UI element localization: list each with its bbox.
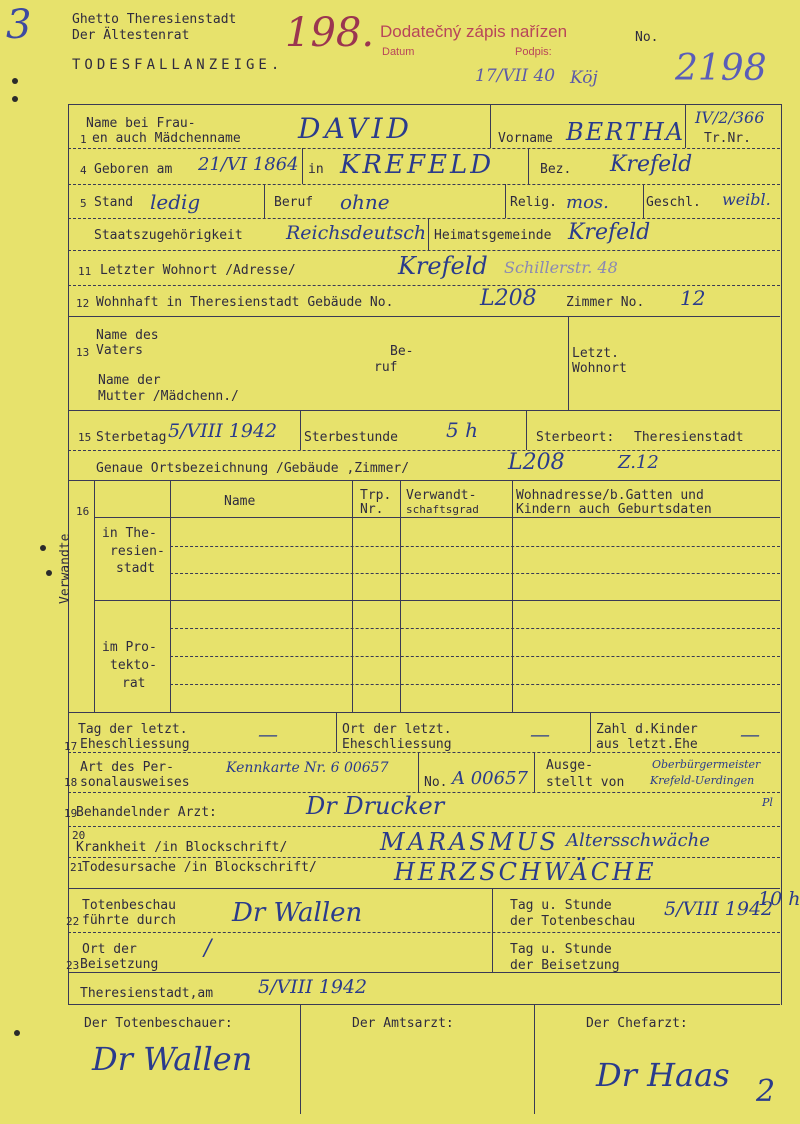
marriage-date-label-1: Tag der letzt. xyxy=(78,722,188,737)
physician-value: Dr Drucker xyxy=(306,792,445,820)
issued-by-value-2: Krefeld-Uerdingen xyxy=(650,774,755,787)
relatives-in-theresienstadt-1: in The- xyxy=(102,526,157,541)
physician-label: Behandelnder Arzt: xyxy=(76,805,217,820)
marriage-date-value: — xyxy=(258,722,278,746)
status-value: ledig xyxy=(150,190,201,214)
transport-number-label: Tr.Nr. xyxy=(704,131,751,146)
id-type-label-2: sonalausweises xyxy=(80,775,190,790)
row-number: 5 xyxy=(80,197,87,210)
children-count-label-2: aus letzt.Ehe xyxy=(596,737,698,752)
relatives-vertical-label: Verwandte xyxy=(58,533,73,604)
issued-by-label-2: stellt von xyxy=(546,775,625,790)
name-label-2: en auch Mädchenname xyxy=(92,131,241,146)
father-name-label-2: Vaters xyxy=(96,343,143,358)
district-label: Bez. xyxy=(540,162,572,177)
row-number: 11 xyxy=(78,265,92,278)
row-number: 16 xyxy=(76,505,90,518)
illness-label: Krankheit /in Blockschrift/ xyxy=(76,840,288,855)
relatives-col-transport-1: Trp. xyxy=(360,488,392,503)
illness-value: MARASMUS xyxy=(380,828,559,856)
row-number: 19 xyxy=(64,807,78,820)
row-number: 15 xyxy=(78,431,92,444)
cause-of-death-label: Todesursache /in Blockschrift/ xyxy=(82,860,317,875)
death-hour-label: Sterbestunde xyxy=(304,430,398,445)
occupation-label: Beruf xyxy=(274,195,314,210)
name-label-1: Name bei Frau- xyxy=(86,116,196,131)
birth-date-value: 21/VI 1864 xyxy=(198,154,299,175)
occupation-value: ohne xyxy=(340,190,390,214)
punch-hole xyxy=(14,1030,20,1036)
exact-location-label: Genaue Ortsbezeichnung /Gebäude ,Zimmer/ xyxy=(96,461,410,476)
sex-label: Geschl. xyxy=(646,195,701,210)
marriage-place-label-1: Ort der letzt. xyxy=(342,722,452,737)
children-count-value: — xyxy=(740,722,760,746)
burial-place-label-1: Ort der xyxy=(82,942,137,957)
marriage-place-value: — xyxy=(530,722,550,746)
row-number: 22 xyxy=(66,915,80,928)
stamp-date-handwritten: 17/VII 40 xyxy=(475,66,556,86)
signature-inspector-label: Der Totenbeschauer: xyxy=(84,1016,233,1031)
place-date-label: Theresienstadt,am xyxy=(80,986,214,1001)
religion-value: mos. xyxy=(566,192,609,213)
red-number: 198. xyxy=(285,10,375,56)
relatives-in-protectorate-1: im Pro- xyxy=(102,640,157,655)
death-date-label: Sterbetag xyxy=(96,430,167,445)
burial-place-label-2: Beisetzung xyxy=(80,957,159,972)
death-date-value: 5/VIII 1942 xyxy=(168,420,278,442)
punch-hole xyxy=(46,570,52,576)
burial-time-label-1: Tag u. Stunde xyxy=(510,942,612,957)
inspection-time-label-1: Tag u. Stunde xyxy=(510,898,612,913)
last-residence-label: Letzter Wohnort /Adresse/ xyxy=(100,263,296,278)
stamp-podpis: Podpis: xyxy=(515,46,552,58)
id-number-label: No. xyxy=(424,775,448,790)
transport-number-value: IV/2/366 xyxy=(695,108,765,127)
stamp-text: Dodatečný zápis nařízen xyxy=(380,22,568,41)
death-place-label: Sterbeort: xyxy=(536,430,615,445)
id-number-value: A 00657 xyxy=(452,768,528,789)
children-count-label-1: Zahl d.Kinder xyxy=(596,722,698,737)
relatives-in-theresienstadt-2: resien- xyxy=(110,544,165,559)
punch-hole xyxy=(12,96,18,102)
father-occupation-label-2: ruf xyxy=(374,360,398,375)
father-occupation-label-1: Be- xyxy=(390,344,414,359)
exact-location-room: Z.12 xyxy=(618,452,659,473)
father-last-residence-label-2: Wohnort xyxy=(572,361,627,376)
inspection-by-value: Dr Wallen xyxy=(232,898,363,928)
surname-value: DAVID xyxy=(298,112,414,145)
row-number: 23 xyxy=(66,959,80,972)
relatives-in-theresienstadt-3: stadt xyxy=(116,561,156,576)
id-type-value: Kennkarte Nr. 6 00657 xyxy=(226,760,389,776)
birthplace-label: in xyxy=(308,162,324,177)
relatives-col-relation-2: schaftsgrad xyxy=(406,503,479,516)
religion-label: Relig. xyxy=(510,195,557,210)
cause-of-death-value: HERZSCHWÄCHE xyxy=(394,858,657,886)
header-ghetto: Ghetto Theresienstadt xyxy=(72,12,237,27)
relatives-col-address-1: Wohnadresse/b.Gatten und xyxy=(516,488,704,503)
relatives-col-relation-1: Verwandt- xyxy=(406,488,477,503)
vorname-label: Vorname xyxy=(498,131,553,146)
row-number: 13 xyxy=(76,346,90,359)
burial-time-label-2: der Beisetzung xyxy=(510,958,620,973)
inspection-hour-value: 10 h xyxy=(758,888,800,910)
row-number: 1 xyxy=(80,133,87,146)
id-type-label-1: Art des Per- xyxy=(80,760,174,775)
inspection-time-label-2: der Totenbeschau xyxy=(510,914,636,929)
exact-location-value: L208 xyxy=(508,450,565,475)
vorname-value: BERTHA xyxy=(566,118,686,146)
row-number: 21 xyxy=(70,861,84,874)
punch-hole xyxy=(12,78,18,84)
signature-inspector: Dr Wallen xyxy=(92,1040,253,1078)
marriage-place-label-2: Eheschliessung xyxy=(342,737,452,752)
inspection-by-label-1: Totenbeschau xyxy=(82,898,176,913)
place-date-value: 5/VIII 1942 xyxy=(258,976,368,998)
burial-place-value: / xyxy=(204,936,212,961)
header-council: Der Ältestenrat xyxy=(72,28,190,43)
punch-hole xyxy=(40,545,46,551)
inspection-by-label-2: führte durch xyxy=(82,913,176,928)
residence-building-value: L208 xyxy=(480,286,537,311)
issued-by-value-1: Oberbürgermeister xyxy=(652,758,761,771)
no-label: No. xyxy=(635,30,659,45)
sex-value: weibl. xyxy=(722,190,771,209)
form-title: TODESFALLANZEIGE. xyxy=(72,57,284,73)
stamp-datum: Datum xyxy=(382,46,415,58)
status-label: Stand xyxy=(94,195,134,210)
nationality-value: Reichsdeutsch xyxy=(286,222,427,244)
row-number: 17 xyxy=(64,740,78,753)
father-last-residence-label-1: Letzt. xyxy=(572,346,619,361)
room-value: 12 xyxy=(680,286,706,310)
illness-value-2: Altersschwäche xyxy=(566,830,710,851)
room-label: Zimmer No. xyxy=(566,295,645,310)
mother-name-label-1: Name der xyxy=(98,373,161,388)
stamp-signature-handwritten: Köj xyxy=(570,68,598,88)
mother-name-label-2: Mutter /Mädchenn./ xyxy=(98,389,239,404)
row-number: 18 xyxy=(64,776,78,789)
relatives-col-address-2: Kindern auch Geburtsdaten xyxy=(516,502,712,517)
signature-chief: Dr Haas xyxy=(596,1056,730,1094)
birthplace-value: KREFELD xyxy=(340,150,495,180)
relatives-col-transport-2: Nr. xyxy=(360,502,384,517)
relatives-col-name: Name xyxy=(224,494,256,509)
relatives-in-protectorate-3: rat xyxy=(122,676,146,691)
signature-chief-mark: 2 xyxy=(756,1074,776,1109)
last-residence-street: Schillerstr. 48 xyxy=(504,258,618,277)
corner-mark: 3 xyxy=(6,2,32,48)
nationality-label: Staatszugehörigkeit xyxy=(94,228,243,243)
birth-date-label: Geboren am xyxy=(94,162,173,177)
marriage-date-label-2: Eheschliessung xyxy=(80,737,190,752)
residence-building-label: Wohnhaft in Theresienstadt Gebäude No. xyxy=(96,295,394,310)
document-number: 2198 xyxy=(675,48,767,89)
signature-official-label: Der Amtsarzt: xyxy=(352,1016,454,1031)
home-municipality-label: Heimatsgemeinde xyxy=(434,228,552,243)
inspection-time-value: 5/VIII 1942 xyxy=(664,898,774,920)
physician-note: Pl xyxy=(762,796,773,809)
father-name-label-1: Name des xyxy=(96,328,159,343)
relatives-in-protectorate-2: tekto- xyxy=(110,658,157,673)
issued-by-label-1: Ausge- xyxy=(546,758,593,773)
home-municipality-value: Krefeld xyxy=(568,220,651,245)
last-residence-value: Krefeld xyxy=(398,252,488,280)
row-number: 12 xyxy=(76,297,90,310)
row-number: 20 xyxy=(72,829,86,842)
row-number: 4 xyxy=(80,164,87,177)
signature-chief-label: Der Chefarzt: xyxy=(586,1016,688,1031)
death-hour-value: 5 h xyxy=(446,418,478,442)
district-value: Krefeld xyxy=(610,152,693,177)
death-place-value: Theresienstadt xyxy=(634,430,744,445)
